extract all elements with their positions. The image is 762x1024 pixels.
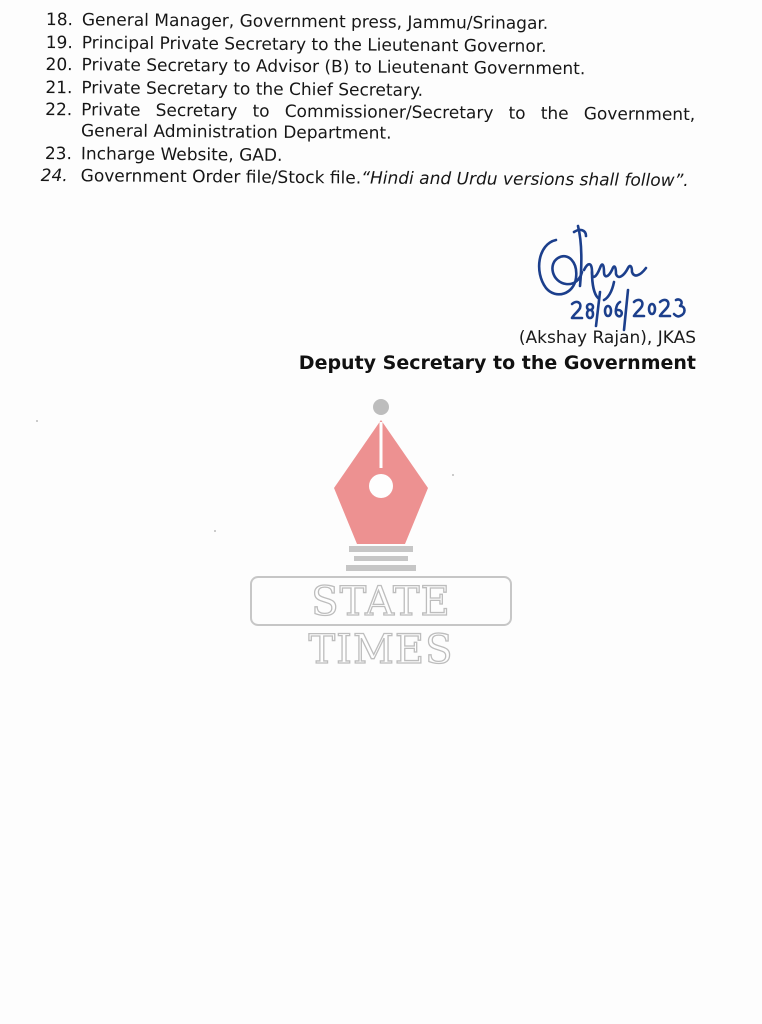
list-item	[45, 143, 695, 169]
list-item	[45, 100, 695, 147]
item-text: Principal Private Secretary to the Lieutenant Governor.	[81, 32, 547, 57]
item-number: 24.	[40, 165, 68, 187]
item-number: 21.	[45, 77, 73, 98]
language-note: “Hindi and Urdu versions shall follow”.	[361, 168, 689, 192]
item-text: Incharge Website, GAD.	[80, 143, 283, 166]
list-item	[45, 55, 695, 81]
list-item	[40, 165, 695, 192]
item-text: Private Secretary to Advisor (B) to Lieutenant Government.	[81, 55, 586, 80]
signatory-name: (Akshay Rajan), JKAS	[518, 328, 696, 348]
scan-speck	[452, 474, 454, 476]
watermark-wordmark: STATE TIMES	[250, 576, 512, 626]
list-item	[46, 32, 696, 58]
item-number: 19.	[45, 32, 73, 53]
state-times-watermark	[250, 396, 512, 673]
item-number: 22.	[45, 99, 73, 121]
scan-speck	[36, 420, 38, 422]
item-number: 18.	[45, 10, 74, 31]
list-item	[46, 10, 696, 36]
distribution-list	[40, 10, 696, 194]
item-text: Private Secretary to the Chief Secretary.	[81, 77, 424, 101]
item-text	[81, 166, 695, 192]
item-text: Private Secretary to Commissioner/Secretary to the Government, General Administration Department.	[80, 100, 696, 144]
item-number: 23.	[44, 143, 72, 164]
list-item	[45, 77, 695, 103]
signature-image	[528, 222, 698, 332]
item-number: 20.	[45, 54, 73, 76]
scan-speck	[214, 530, 216, 532]
pen-nib-icon	[250, 396, 512, 576]
item-text-main: Government Order file/Stock file.	[80, 166, 362, 189]
signatory-designation: Deputy Secretary to the Government	[298, 352, 696, 374]
item-text: General Manager, Government press, Jammu/Srinagar.	[81, 10, 549, 34]
